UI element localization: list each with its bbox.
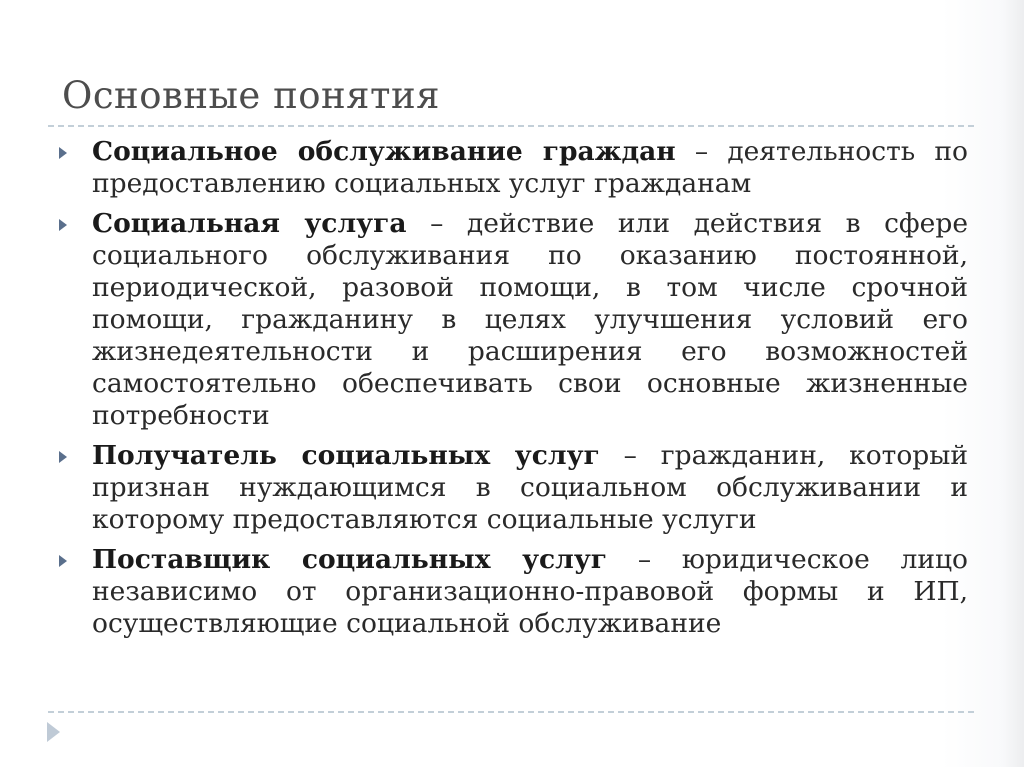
list-item — [56, 440, 968, 536]
list-item — [56, 544, 968, 640]
title-divider — [48, 125, 974, 127]
slide-title: Основные понятия — [62, 74, 440, 117]
list-item — [56, 208, 968, 432]
definition-term: Социальное обслуживание граждан — [92, 136, 676, 167]
slide-edge-shadow — [1002, 0, 1024, 767]
term-separator: – — [675, 136, 728, 167]
term-separator: – — [406, 208, 467, 239]
definition-text: деятельность по предоставлению социальных услуг гражданам — [92, 136, 968, 199]
triangle-right-icon — [59, 219, 67, 231]
definition-term: Поставщик социальных услуг — [92, 544, 608, 575]
triangle-right-icon — [59, 147, 67, 159]
triangle-right-icon — [59, 555, 67, 567]
definitions-list — [56, 136, 968, 648]
definition-text: действие или действия в сфере социального обслуживания по оказанию постоянной, периодической, разовой помощи, в том числе срочной помощи, гражданину в целях улучшения условий его жизнедеятельности и расширения его возможностей самостоятельно обеспечивать свои основные жизненные потребности — [92, 208, 969, 431]
definition-term: Получатель социальных услуг — [92, 440, 600, 471]
term-separator: – — [607, 544, 682, 575]
term-separator: – — [599, 440, 661, 471]
triangle-right-icon — [47, 722, 60, 742]
definition-text: юридическое лицо независимо от организационно-правовой формы и ИП, осуществляющие социальной обслуживание — [92, 544, 968, 639]
footer-divider — [48, 711, 974, 713]
list-item — [56, 136, 968, 200]
triangle-right-icon — [59, 451, 67, 463]
definition-term: Социальная услуга — [92, 208, 407, 239]
definition-text: гражданин, который признан нуждающимся в социальном обслуживании и которому предоставляются социальные услуги — [92, 440, 968, 535]
